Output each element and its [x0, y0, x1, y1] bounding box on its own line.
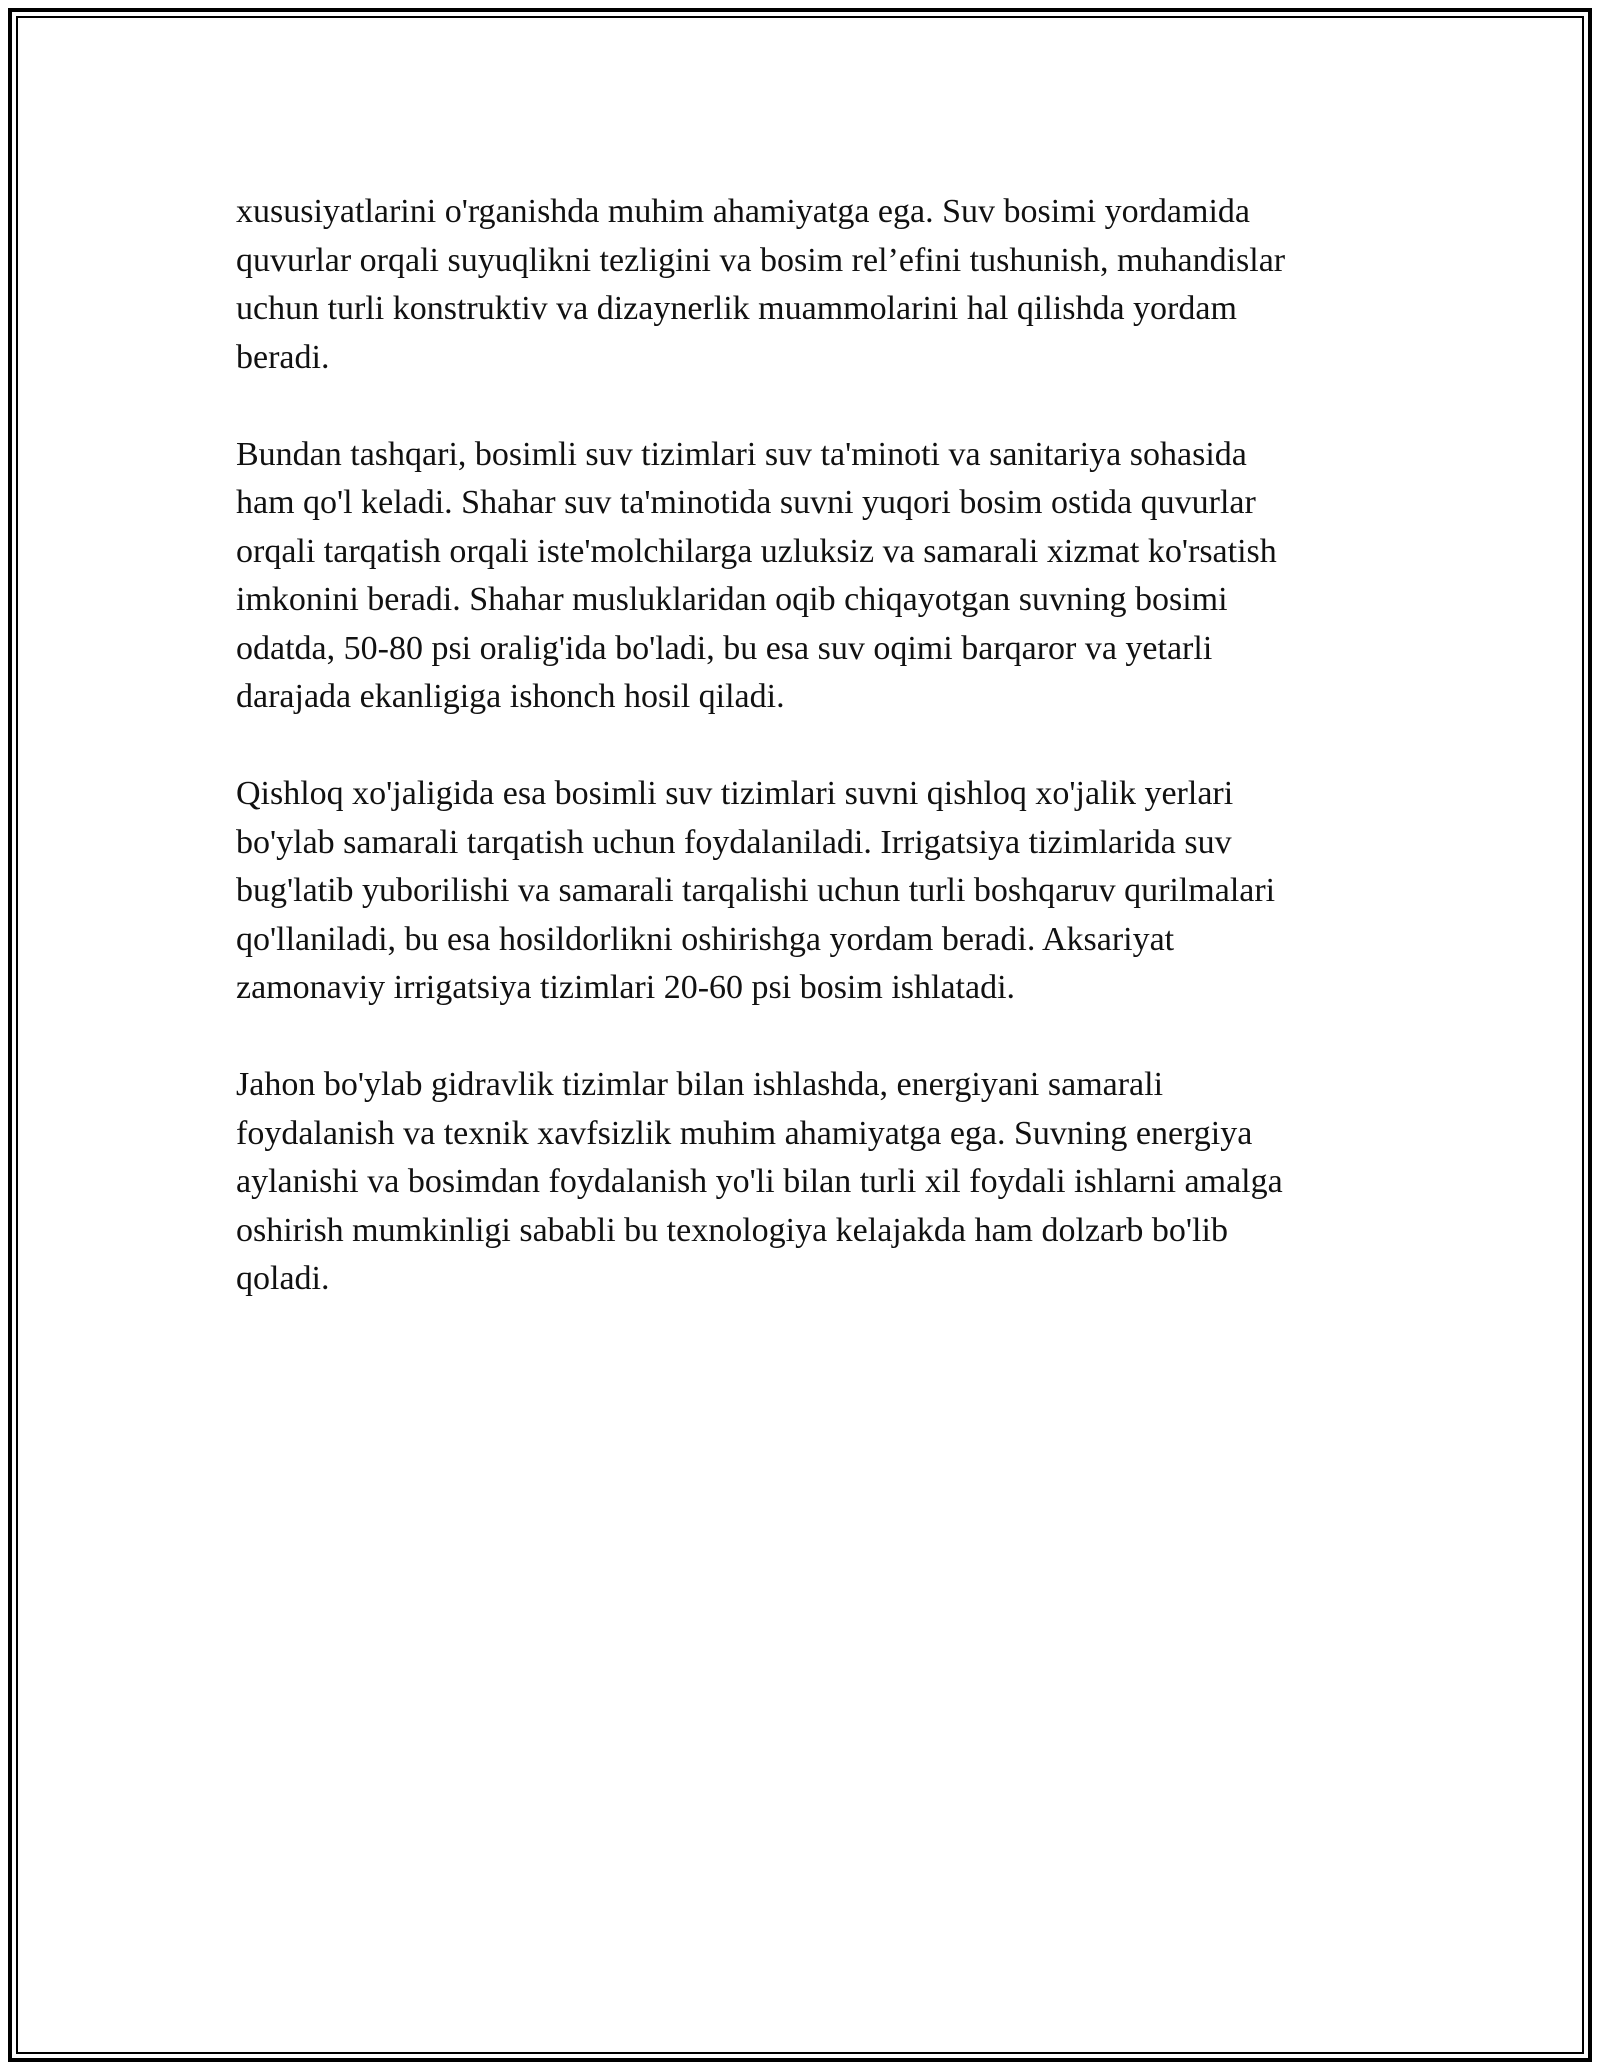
text-line: foydalanish va texnik xavfsizlik muhim ahamiyatga ega. Suvning energiya [236, 1114, 1253, 1152]
text-line: qoladi. [236, 1260, 330, 1297]
text-line: qo'llaniladi, bu esa hosildorlikni oshirishga yordam beradi. Aksariyat [236, 920, 1175, 958]
text-line: Qishloq xo'jaligida esa bosimli suv tizimlari suvni qishloq xo'jalik yerlari [236, 775, 1234, 812]
text-line: Bundan tashqari, bosimli suv tizimlari suv ta'minoti va sanitariya sohasida [236, 435, 1247, 473]
text-line: ham qo'l keladi. Shahar suv ta'minotida suvni yuqori bosim ostida quvurlar [236, 484, 1256, 521]
text-line: aylanishi va bosimdan foydalanish yo'li bilan turli xil foydali ishlarni amalga [236, 1163, 1283, 1200]
paragraph [236, 770, 1386, 1013]
text-line: orqali tarqatish orqali iste'molchilarga uzluksiz va samarali xizmat ko'rsatish [236, 532, 1277, 570]
text-line: bo'ylab samarali tarqatish uchun foydalaniladi. Irrigatsiya tizimlarida suv [236, 823, 1232, 861]
text-line: beradi. [236, 338, 330, 376]
text-line: darajada ekanligiga ishonch hosil qiladi. [236, 678, 785, 715]
text-line: zamonaviy irrigatsiya tizimlari 20-60 psi bosim ishlatadi. [236, 969, 1016, 1006]
text-line: xususiyatlarini o'rganishda muhim ahamiyatga ega. Suv bosimi yordamida [236, 193, 1250, 230]
paragraph [236, 1061, 1386, 1304]
text-line: quvurlar orqali suyuqlikni tezligini va bosim rel’efini tushunish, muhandislar [236, 241, 1286, 279]
text-line: uchun turli konstruktiv va dizaynerlik muammolarini hal qilishda yordam [236, 290, 1237, 327]
document-body [236, 188, 1386, 1352]
text-line: imkonini beradi. Shahar musluklaridan oqib chiqayotgan suvning bosimi [236, 581, 1228, 618]
text-line: odatda, 50-80 psi oralig'ida bo'ladi, bu esa suv oqimi barqaror va yetarli [236, 629, 1213, 667]
text-line: oshirish mumkinligi sababli bu texnologiya kelajakda ham dolzarb bo'lib [236, 1211, 1228, 1249]
paragraph [236, 188, 1386, 382]
text-line: Jahon bo'ylab gidravlik tizimlar bilan ishlashda, energiyani samarali [236, 1066, 1164, 1103]
text-line: bug'latib yuborilishi va samarali tarqalishi uchun turli boshqaruv qurilmalari [236, 872, 1276, 909]
paragraph [236, 431, 1386, 722]
